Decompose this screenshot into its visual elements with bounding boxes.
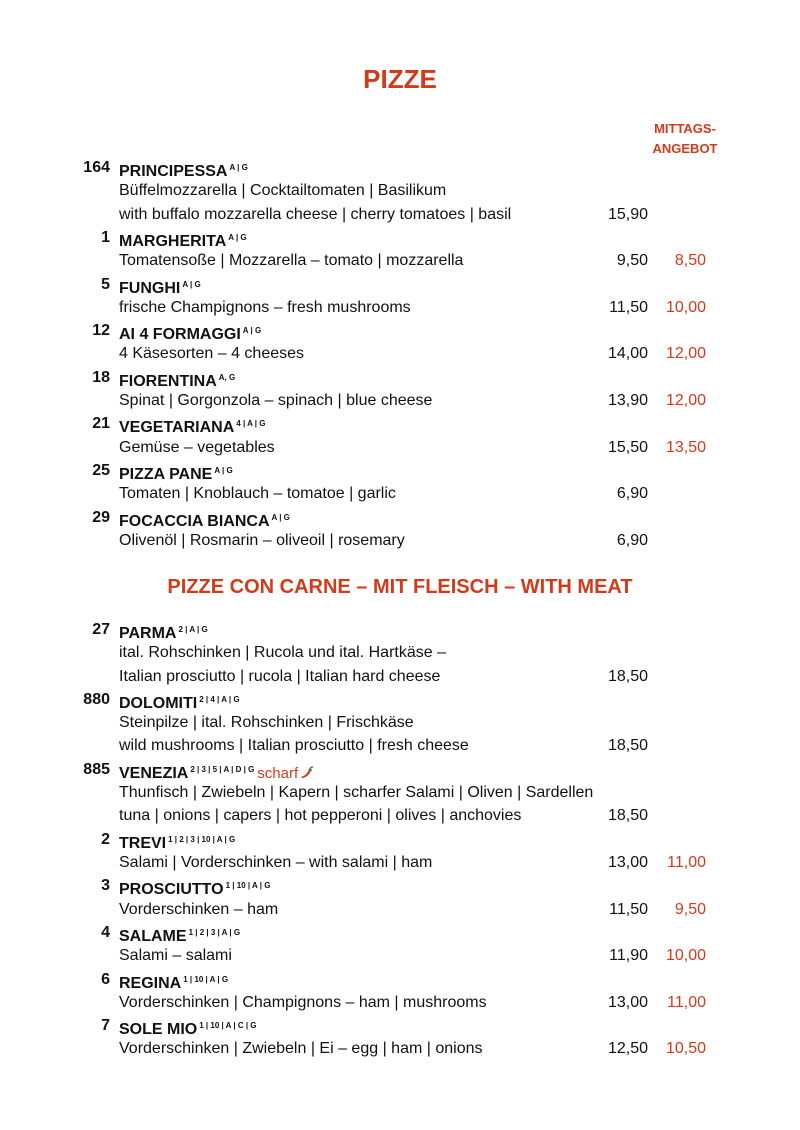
item-price: 11,50 — [609, 900, 648, 918]
lunch-offer-header-line1: MITTAGS- — [654, 121, 716, 136]
allergen-codes: 1 | 10 | A | C | G — [199, 1021, 257, 1031]
item-description: Büffelmozzarella | Cocktailtomaten | Basilikum — [119, 182, 447, 200]
item-lunch-price: 11,00 — [667, 853, 706, 871]
item-name: MARGHERITA — [119, 232, 227, 250]
item-description: Salami – salami — [119, 947, 232, 965]
allergen-codes: A | G — [214, 465, 233, 475]
item-lunch-price: 9,50 — [674, 900, 706, 918]
item-lunch-price: 11,00 — [667, 993, 706, 1011]
item-price: 13,90 — [607, 391, 648, 409]
item-description: Olivenöl | Rosmarin – oliveoil | rosemary — [119, 531, 405, 549]
lunch-offer-header-line2: ANGEBOT — [652, 141, 718, 156]
item-price: 13,00 — [607, 853, 648, 871]
item-description: Vorderschinken | Zwiebeln | Ei – egg | ham | onions — [119, 1040, 483, 1058]
item-name: FUNGHI — [119, 279, 181, 297]
item-description: Italian prosciutto | rucola | Italian hard cheese — [119, 667, 441, 685]
item-number: 880 — [83, 690, 110, 708]
section-title-meat: PIZZE CON CARNE – MIT FLEISCH – WITH MEAT — [167, 576, 633, 598]
item-number: 21 — [92, 415, 110, 433]
spicy-label: scharf — [257, 764, 299, 782]
item-description: Gemüse – vegetables — [119, 438, 275, 456]
lunch-offer-header — [640, 119, 730, 159]
item-description: Thunfisch | Zwiebeln | Kapern | scharfer Salami | Oliven | Sardellen — [119, 784, 594, 802]
allergen-codes: A | G — [182, 279, 201, 289]
item-description: frische Champignons – fresh mushrooms — [119, 298, 411, 316]
allergen-codes: A, G — [218, 372, 236, 382]
item-name: FIORENTINA — [119, 372, 217, 390]
item-price: 18,50 — [607, 667, 648, 685]
item-description: Salami | Vorderschinken – with salami | ham — [119, 853, 433, 871]
item-description: Tomatensoße | Mozzarella – tomato | mozzarella — [119, 252, 464, 270]
item-price: 14,00 — [607, 345, 648, 363]
item-name: PARMA — [119, 625, 177, 642]
item-number: 18 — [92, 368, 110, 386]
item-number: 1 — [101, 228, 110, 246]
allergen-codes: A | G — [242, 326, 262, 336]
allergen-codes: 2 | 3 | 5 | A | D | G — [190, 764, 255, 774]
item-lunch-price: 10,00 — [665, 947, 706, 965]
item-lunch-price: 8,50 — [674, 252, 706, 270]
allergen-codes: 1 | 2 | 3 | 10 | A | G — [168, 834, 236, 844]
item-description: Spinat | Gorgonzola – spinach | blue cheese — [119, 391, 433, 409]
allergen-codes: 4 | A | G — [236, 419, 266, 429]
item-lunch-price: 13,50 — [665, 438, 706, 456]
item-name: SOLE MIO — [119, 1021, 198, 1039]
item-name: AI 4 FORMAGGI — [119, 326, 241, 344]
item-price: 15,90 — [607, 205, 648, 223]
item-description: Tomaten | Knoblauch – tomatoe | garlic — [119, 485, 396, 503]
item-lunch-price: 12,00 — [665, 345, 706, 363]
allergen-codes: 1 | 10 | A | G — [225, 881, 271, 891]
allergen-codes: 1 | 2 | 3 | A | G — [188, 927, 241, 937]
item-description: Vorderschinken | Champignons – ham | mushrooms — [119, 993, 487, 1011]
allergen-codes: A | G — [271, 512, 290, 522]
item-price: 15,50 — [607, 438, 648, 456]
item-number: 3 — [101, 877, 110, 895]
item-number: 7 — [101, 1017, 110, 1035]
item-name: PIZZA PANE — [119, 465, 213, 483]
item-description: Vorderschinken – ham — [119, 900, 279, 918]
item-number: 6 — [101, 970, 110, 988]
item-price: 11,90 — [609, 947, 648, 965]
item-lunch-price: 10,00 — [665, 298, 706, 316]
item-lunch-price: 10,50 — [665, 1040, 706, 1058]
item-number: 4 — [101, 923, 110, 941]
item-number: 25 — [92, 461, 110, 479]
item-description: ital. Rohschinken | Rucola und ital. Hartkäse – — [119, 644, 446, 662]
item-lunch-price: 12,00 — [665, 391, 706, 409]
item-description: 4 Käsesorten – 4 cheeses — [119, 345, 305, 363]
item-price: 18,50 — [607, 737, 648, 755]
allergen-codes: 2 | A | G — [178, 625, 208, 634]
item-description: with buffalo mozzarella cheese | cherry tomatoes | basil — [119, 205, 512, 223]
item-price: 9,50 — [616, 252, 648, 270]
item-number: 29 — [92, 508, 110, 526]
item-name: VENEZIA — [119, 764, 189, 782]
item-price: 6,90 — [616, 531, 648, 549]
item-price: 13,00 — [607, 993, 648, 1011]
item-name: REGINA — [119, 974, 182, 992]
item-price: 12,50 — [607, 1040, 648, 1058]
item-name: SALAME — [119, 927, 187, 945]
item-number: 27 — [92, 621, 110, 638]
item-description: tuna | onions | capers | hot pepperoni | olives | anchovies — [119, 807, 522, 825]
item-name: PRINCIPESSA — [119, 163, 228, 180]
allergen-codes: 2 | 4 | A | G — [199, 694, 240, 704]
allergen-codes: 1 | 10 | A | G — [183, 974, 229, 984]
item-number: 164 — [83, 159, 110, 176]
item-description: Steinpilze | ital. Rohschinken | Frischkäse — [119, 714, 414, 732]
item-name: PROSCIUTTO — [119, 881, 224, 899]
item-name: FOCACCIA BIANCA — [119, 512, 270, 530]
item-price: 6,90 — [616, 485, 648, 503]
item-price: 11,50 — [609, 298, 648, 316]
item-description: wild mushrooms | Italian prosciutto | fresh cheese — [119, 737, 469, 755]
item-number: 2 — [101, 830, 110, 848]
item-name: DOLOMITI — [119, 694, 198, 712]
item-number: 5 — [101, 275, 110, 293]
item-price: 18,50 — [607, 807, 648, 825]
item-name: VEGETARIANA — [119, 419, 235, 437]
item-number: 885 — [83, 760, 110, 778]
allergen-codes: A | G — [228, 232, 247, 242]
allergen-codes: A | G — [229, 163, 248, 172]
section-title-pizze: PIZZE — [363, 64, 437, 94]
item-number: 12 — [92, 322, 110, 340]
item-name: TREVI — [119, 834, 167, 852]
